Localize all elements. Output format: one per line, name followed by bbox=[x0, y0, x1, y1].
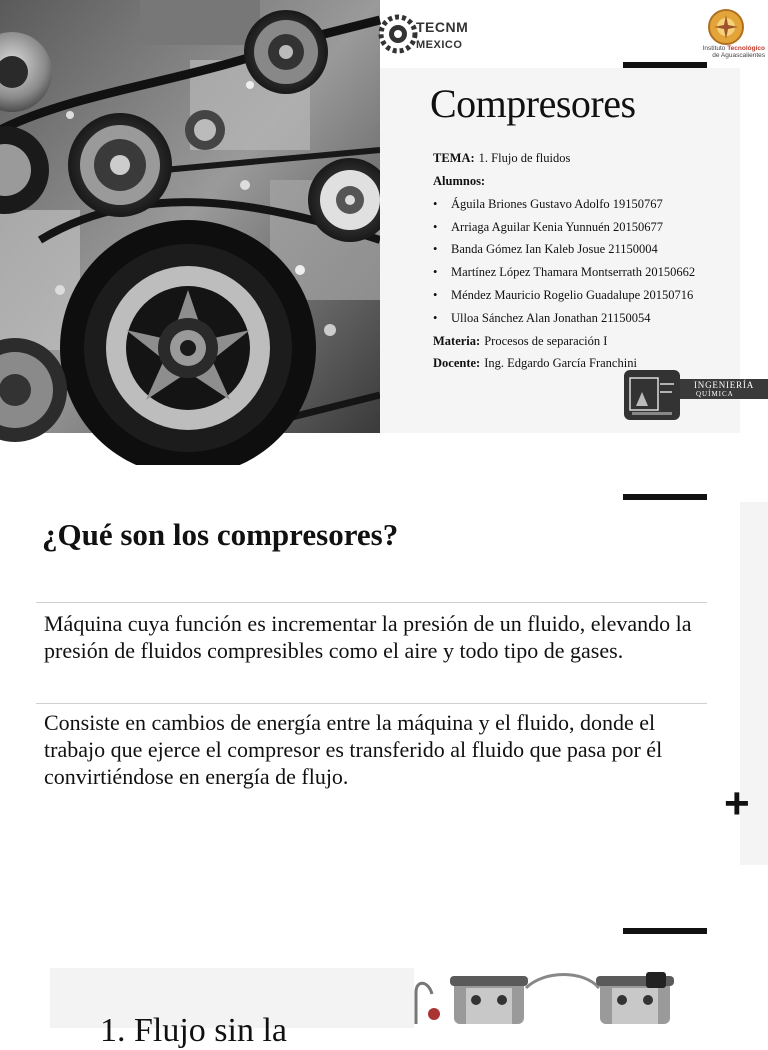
student-name: Banda Gómez Ian Kaleb Josue 21150004 bbox=[451, 242, 658, 257]
tecnm-line1: TECNM bbox=[416, 19, 469, 35]
slide-title: 1. Flujo sin la bbox=[100, 1012, 288, 1049]
badge-line1: INGENIERÍA bbox=[694, 380, 754, 390]
bullet-icon: • bbox=[433, 242, 438, 257]
alumnos-label: Alumnos: bbox=[433, 173, 486, 188]
engine-photo bbox=[0, 0, 380, 433]
accent-bar bbox=[623, 928, 707, 934]
tecnm-wordmark bbox=[416, 20, 468, 51]
slide-cover bbox=[0, 0, 768, 433]
cover-title: Compresores bbox=[430, 81, 636, 126]
paragraph-energy: Consiste en cambios de energía entre la máquina y el fluido, donde el trabajo que ejerce el compresor es transferido al fluido que pasa por él convirtiéndose en energía de flujo. bbox=[44, 710, 663, 789]
bullet-icon: • bbox=[433, 196, 438, 211]
divider bbox=[36, 703, 707, 704]
tema-label: TEMA: bbox=[433, 151, 475, 166]
student-name: Méndez Mauricio Rogelio Guadalupe 20150716 bbox=[451, 287, 694, 302]
list-item bbox=[433, 307, 695, 330]
ita-line1-accent: Tecnológico bbox=[727, 45, 765, 52]
list-item bbox=[433, 238, 695, 261]
docente-label: Docente: bbox=[433, 356, 481, 371]
list-item bbox=[433, 261, 695, 284]
bullet-icon: • bbox=[433, 219, 438, 234]
flask-icon bbox=[624, 370, 680, 420]
student-name: Águila Briones Gustavo Adolfo 19150767 bbox=[451, 196, 663, 211]
tema-value: 1. Flujo de fluidos bbox=[478, 151, 571, 166]
badge-line2: QUÍMICA bbox=[696, 390, 734, 398]
student-name: Martínez López Thamara Montserrath 20150662 bbox=[451, 265, 696, 280]
bullet-icon: • bbox=[433, 265, 438, 280]
badge-label bbox=[680, 379, 768, 399]
ita-seal-icon bbox=[707, 8, 745, 46]
paragraph-definition: Máquina cuya función es incrementar la presión de un fluido, elevando la presión de fluidos compresibles como el aire y todo tipo de gases. bbox=[44, 611, 692, 663]
plus-icon: + bbox=[724, 779, 750, 828]
divider bbox=[36, 602, 707, 603]
list-item bbox=[433, 193, 695, 216]
slide-definition bbox=[0, 465, 768, 865]
slide-title: ¿Qué son los compresores? bbox=[42, 517, 399, 552]
materia-value: Procesos de separación I bbox=[484, 333, 608, 348]
bullet-icon: • bbox=[433, 310, 438, 325]
tecnm-line2: MEXICO bbox=[416, 39, 463, 51]
compressor-photo bbox=[414, 970, 714, 1024]
ita-wordmark bbox=[689, 45, 765, 60]
cover-info bbox=[433, 147, 695, 375]
ita-line2: de Aguascalientes bbox=[712, 52, 765, 60]
ingenieria-quimica-badge bbox=[624, 370, 768, 420]
docente-value: Ing. Edgardo García Franchini bbox=[484, 356, 637, 371]
alumnos-row bbox=[433, 170, 695, 193]
ita-line1: Instituto bbox=[702, 45, 726, 52]
materia-row bbox=[433, 329, 695, 352]
student-name: Arriaga Aguilar Kenia Yunnuén 20150677 bbox=[451, 219, 663, 234]
slide-partial bbox=[0, 900, 768, 1049]
materia-label: Materia: bbox=[433, 333, 481, 348]
tema-row bbox=[433, 147, 695, 170]
list-item bbox=[433, 284, 695, 307]
list-item bbox=[433, 215, 695, 238]
bullet-icon: • bbox=[433, 287, 438, 302]
accent-bar bbox=[623, 62, 707, 68]
accent-bar bbox=[623, 494, 707, 500]
student-name: Ulloa Sánchez Alan Jonathan 21150054 bbox=[451, 310, 651, 325]
